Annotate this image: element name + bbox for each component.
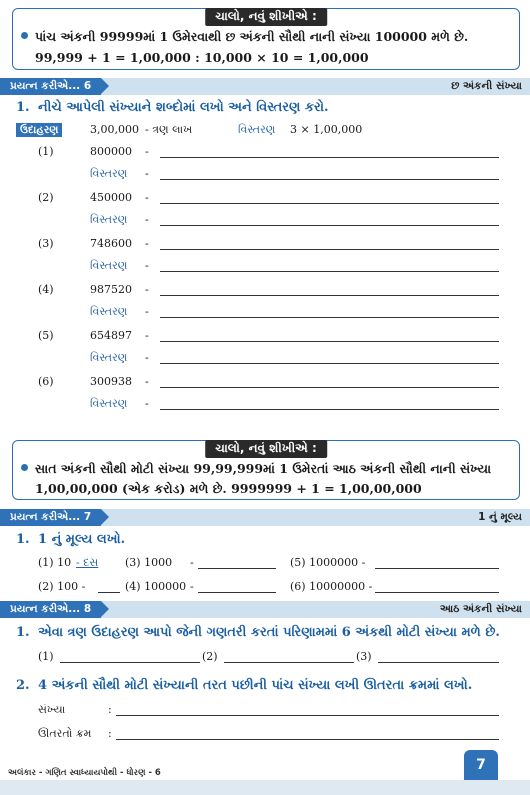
value-item-5: (5) 1000000 - [290,556,366,569]
item-value: 654897 [90,329,132,342]
answer-line[interactable] [160,363,499,364]
number-label: સંખ્યા [38,703,66,716]
answer-line[interactable] [160,249,499,250]
section-title: પ્રયત્ન કરીએ... 8 [0,601,101,618]
descending-colon: : [108,727,112,740]
answer-line[interactable] [160,271,499,272]
expansion-dash: - [145,351,149,364]
bullet-icon [21,32,28,39]
item-dash: - [145,237,149,250]
expansion-label: વિસ્તરણ [90,167,128,180]
number-colon: : [108,703,112,716]
value-item-6: (6) 10000000 - [290,580,373,593]
learn-box-title: ચાલો, નવું શીખીએ : [205,440,327,458]
item-number: (6) [38,375,54,388]
section-bar-8 [0,601,530,618]
value-item-1: (1) 10 [38,556,72,569]
question-2: 2. 4 અંકની સૌથી મોટી સંખ્યાની તરત પછીની પાંચ સંખ્યા લખી ઊતરતા ક્રમમાં લખો. [16,678,473,693]
expansion-dash: - [145,259,149,272]
bullet-icon [21,464,28,471]
item-value: 450000 [90,191,132,204]
expansion-dash: - [145,397,149,410]
answer-line[interactable] [224,662,354,663]
answer-line[interactable] [160,341,499,342]
question-1: 1. 1 નું મૂલ્ય લખો. [16,532,126,547]
section-topic: આઠ અંકની સંખ્યા [439,603,522,615]
learn-box-title: ચાલો, નવું શીખીએ : [205,8,327,26]
item-dash: - [145,375,149,388]
answer-line[interactable] [375,568,499,569]
item-number: (1) [38,145,54,158]
answer-line[interactable] [116,715,499,716]
expansion-dash: - [145,213,149,226]
value-item-3: (3) 1000 [125,556,173,569]
example-expansion: 3 × 1,00,000 [290,123,363,136]
learn-box-1 [12,8,520,70]
section-title: પ્રયત્ન કરીએ... 6 [0,78,101,95]
item-value: 987520 [90,283,132,296]
section-bar-7 [0,509,530,526]
answer-line[interactable] [160,409,499,410]
expansion-label: વિસ્તરણ [90,259,128,272]
section-topic: 1 નું મૂલ્ય [478,511,522,523]
footer-text: અલંકાર - ગણિત સ્વાધ્યાયપોથી - ધોરણ - 6 [8,768,161,778]
footer-bar [0,780,530,795]
expansion-label: વિસ્તરણ [90,213,128,226]
item-number: (3) [38,237,54,250]
answer-line[interactable] [160,203,499,204]
answer-line[interactable] [98,592,120,593]
value-item-1-answer: - દસ [76,556,99,569]
expansion-label: વિસ્તરણ [90,305,128,318]
item-dash: - [145,191,149,204]
answer-line[interactable] [160,179,499,180]
question-1: 1. એવા ત્રણ ઉદાહરણ આપો જેની ગણતરી કરતાં પરિણામમાં 6 અંકથી મોટી સંખ્યા મળે છે. [16,625,500,640]
blank-2-label: (2) [202,650,218,663]
answer-line[interactable] [198,568,276,569]
page-number: 7 [464,750,498,780]
item-number: (4) [38,283,54,296]
learn-box-line: સાત અંકની સૌથી મોટી સંખ્યા 99,99,999માં 1 ઉમેરતાં આઠ અંકની સૌથી નાની સંખ્યા [35,461,509,477]
answer-line[interactable] [160,295,499,296]
answer-line[interactable] [160,317,499,318]
item-dash: - [145,145,149,158]
answer-line[interactable] [378,662,499,663]
blank-3-label: (3) [356,650,372,663]
item-number: (2) [38,191,54,204]
answer-line[interactable] [375,592,499,593]
descending-label: ઊતરતો ક્રમ [38,727,92,740]
answer-line[interactable] [60,662,200,663]
expansion-dash: - [145,305,149,318]
section-title: પ્રયત્ન કરીએ... 7 [0,509,101,526]
blank-1-label: (1) [38,650,54,663]
section-bar-6 [0,78,530,95]
value-item-2: (2) 100 - [38,580,86,593]
example-tag: ઉદાહરણ [16,123,62,137]
answer-line[interactable] [116,739,499,740]
example-value: 3,00,000 [90,123,139,136]
learn-box-line: 1,00,00,000 (એક કરોડ) મળે છે. 9999999 + 1 = 1,00,00,000 [35,481,422,496]
learn-box-2 [12,440,520,500]
item-dash: - [145,283,149,296]
item-number: (5) [38,329,54,342]
value-item-4: (4) 100000 [125,580,187,593]
example-expansion-label: વિસ્તરણ [238,123,276,136]
item-value: 748600 [90,237,132,250]
question-1: 1. નીચે આપેલી સંખ્યાને શબ્દોમાં લખો અને વિસ્તરણ કરો. [16,100,329,115]
item-dash: - [145,329,149,342]
example-words: - ત્રણ લાખ [145,123,193,136]
item-value: 800000 [90,145,132,158]
value-item-4-dash: - [190,580,194,593]
learn-box-line: 99,999 + 1 = 1,00,000 : 10,000 × 10 = 1,00,000 [35,50,369,65]
answer-line[interactable] [198,592,276,593]
value-item-3-dash: - [190,556,194,569]
section-topic: છ અંકની સંખ્યા [451,80,522,92]
answer-line[interactable] [160,387,499,388]
answer-line[interactable] [160,157,499,158]
expansion-label: વિસ્તરણ [90,397,128,410]
expansion-dash: - [145,167,149,180]
expansion-label: વિસ્તરણ [90,351,128,364]
learn-box-line: પાંચ અંકની 99999માં 1 ઉમેરવાથી છ અંકની સૌથી નાની સંખ્યા 100000 મળે છે. [35,29,509,45]
item-value: 300938 [90,375,132,388]
answer-line[interactable] [160,225,499,226]
